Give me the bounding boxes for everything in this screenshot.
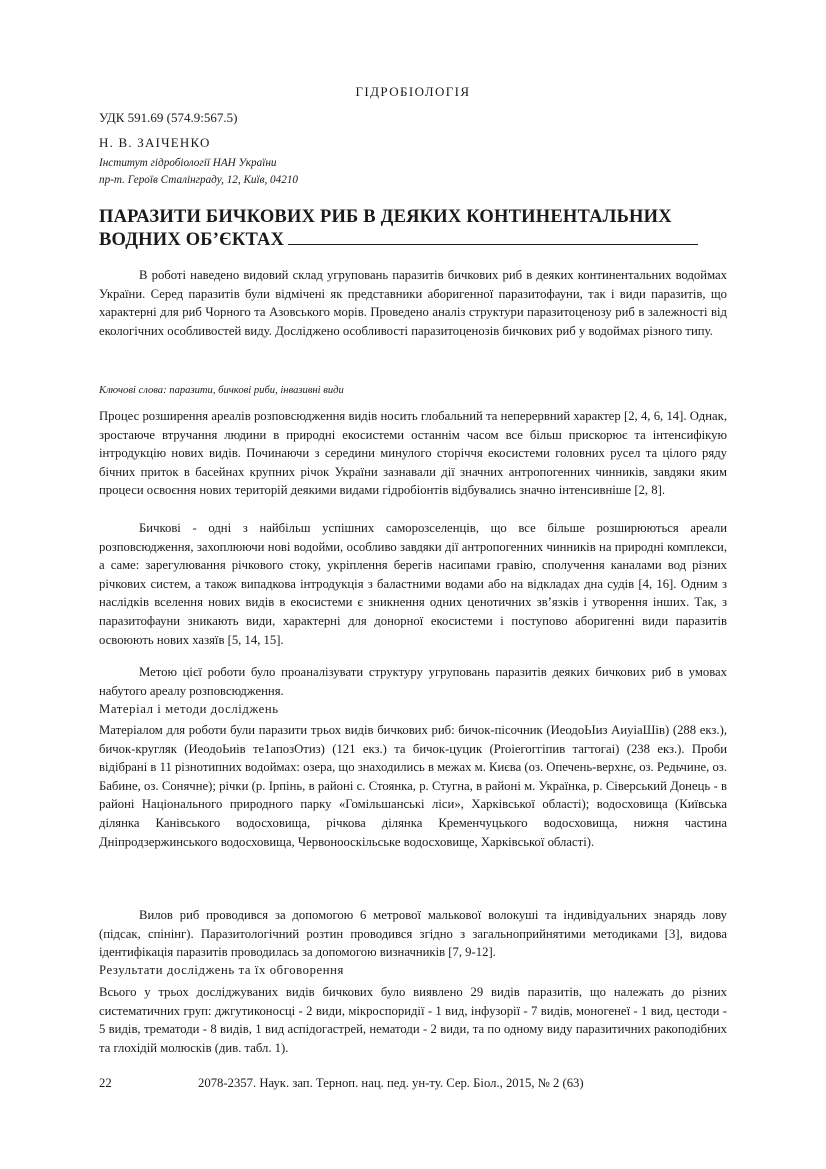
udk-code: УДК 591.69 (574.9:567.5) bbox=[99, 110, 238, 125]
methods-heading: Матеріал і методи досліджень bbox=[99, 702, 279, 716]
abstract: В роботі наведено видовий склад угруповань паразитів бичкових риб в деяких континентальних водоймах України. Серед паразитів були відмічені як представники аборигенної паразитофауни, так і види паразитів, що характерні для риб Чорного та Азовського морів. Проведено аналіз структури паразитоценозу риб в залежності від екологічних особливостей виду. Досліджено особливості паразитоценозів бичкових риб у водоймах різного типу. bbox=[99, 268, 727, 338]
results-paragraph-1: Всього у трьох досліджуваних видів бичкових було виявлено 29 видів паразитів, що належать до різних систематичних груп: джгутиконосці - 2 види, мікроспоридії - 1 вид, інфузорії - 7 видів, моногенеї - 1 вид, цестоди - 5 видів, трематоди - 8 видів, 1 вид аспідогастрей, нематоди - 2 види, та по одному виду паразитичних ракоподібних та глохідій молюсків (див. табл. 1). bbox=[99, 985, 727, 1055]
intro-paragraph-3: Метою цієї роботи було проаналізувати структуру угруповань паразитів деяких бичкових риб в умовах набутого ареалу розповсюдження. bbox=[99, 665, 727, 698]
article-title-line1: ПАРАЗИТИ БИЧКОВИХ РИБ В ДЕЯКИХ КОНТИНЕНТАЛЬНИХ bbox=[99, 207, 672, 227]
author-name: Н. В. ЗАІЧЕНКО bbox=[99, 135, 211, 150]
results-heading: Результати досліджень та їх обговорення bbox=[99, 963, 344, 977]
page-number: 22 bbox=[99, 1076, 112, 1090]
affiliation-address: пр-т. Героїв Сталінграду, 12, Київ, 04210 bbox=[99, 174, 299, 186]
article-title-line2: ВОДНИХ ОБ’ЄКТАХ bbox=[99, 230, 285, 250]
section-heading: ГІДРОБІОЛОГІЯ bbox=[355, 84, 471, 99]
intro-paragraph-1: Процес розширення ареалів розповсюдження видів носить глобальний та неперервний характер [2, 4, 6, 14]. Однак, зростаюче втручання людини в природні екосистеми останнім часом все більш прискорює та інтенсифікую інтродукцію нових видів. Починаючи з середини минулого сторіччя екосистеми головних русел та цілого ряду бічних приток в басейнах крупних річок України зазнавали дії значних антропогенних чинників, завдяки яким процеси освоєння нових територій деякими видами гідробіонтів відбувались значно інтенсивніше [2, 8]. bbox=[99, 409, 727, 498]
article-title bbox=[99, 206, 719, 252]
keywords: Ключові слова: паразити, бичкові риби, інвазивні види bbox=[99, 385, 344, 396]
intro-paragraph-2: Бичкові - одні з найбільш успішних саморозселенців, що все більше розширюються ареали розповсюдження, захоплюючи нові водойми, особливо завдяки дії антропогенних чинників на природні комплекси, а саме: зарегулювання річкового стоку, укріплення берегів насипами гравію, сполучення каналами вод різних річкових систем, а також випадкова інтродукція з баластними водами або на відкладах дна судів [4, 16]. Одним з наслідків вселення нових видів в екосистеми є зникнення одних ценотичних зв’язків і утворення інших. Так, з паразитофауни зникають види, характерні для донорної екосистеми і поступово аборигенні види паразитів освоюють нових хазяїв [5, 14, 15]. bbox=[99, 521, 727, 647]
methods-paragraph-1: Матеріалом для роботи були паразити трьох видів бичкових риб: бичок-пісочник (ИеодоЬІиз АиуіаШів) (288 екз.), бичок-кругляк (ИеодоЬиів те1апозОтиз) (121 екз.) та бичок-цуцик (Рroіегоггіпив тагтогаі) (238 екз.). Проби відібрані в 11 різнотипних водоймах: озера, що знаходились в межах м. Києва (оз. Опечень-верхнє, оз. Редьчине, оз. Бабине, оз. Сонячне); річки (р. Ірпінь, в районі с. Стоянка, р. Стугна, в районі м. Українка, р. Сіверський Донець - в районі Національного природного парку «Гомільшанські ліси», Харківської області); водосховища (Київська ділянка Канівського водосховища, річкова ділянка Кременчуцького водосховища, нижня частина Дніпродзержинського водосховища, Червонооскільське водосховище, Харківської області). bbox=[99, 723, 727, 849]
affiliation-institute: Інститут гідробіології НАН України bbox=[99, 157, 277, 169]
journal-citation: 2078-2357. Наук. зап. Терноп. нац. пед. ун-ту. Сер. Біол., 2015, № 2 (63) bbox=[198, 1076, 584, 1090]
title-underline bbox=[288, 244, 698, 245]
methods-paragraph-2: Вилов риб проводився за допомогою 6 метрової малькової волокуші та індивідуальних знарядь лову (підсак, спінінг). Паразитологічний розтин проводився згідно з загальноприйнятими методиками [3], видова ідентифікація паразитів проводилась за допомогою визначників [7, 9-12]. bbox=[99, 908, 727, 960]
